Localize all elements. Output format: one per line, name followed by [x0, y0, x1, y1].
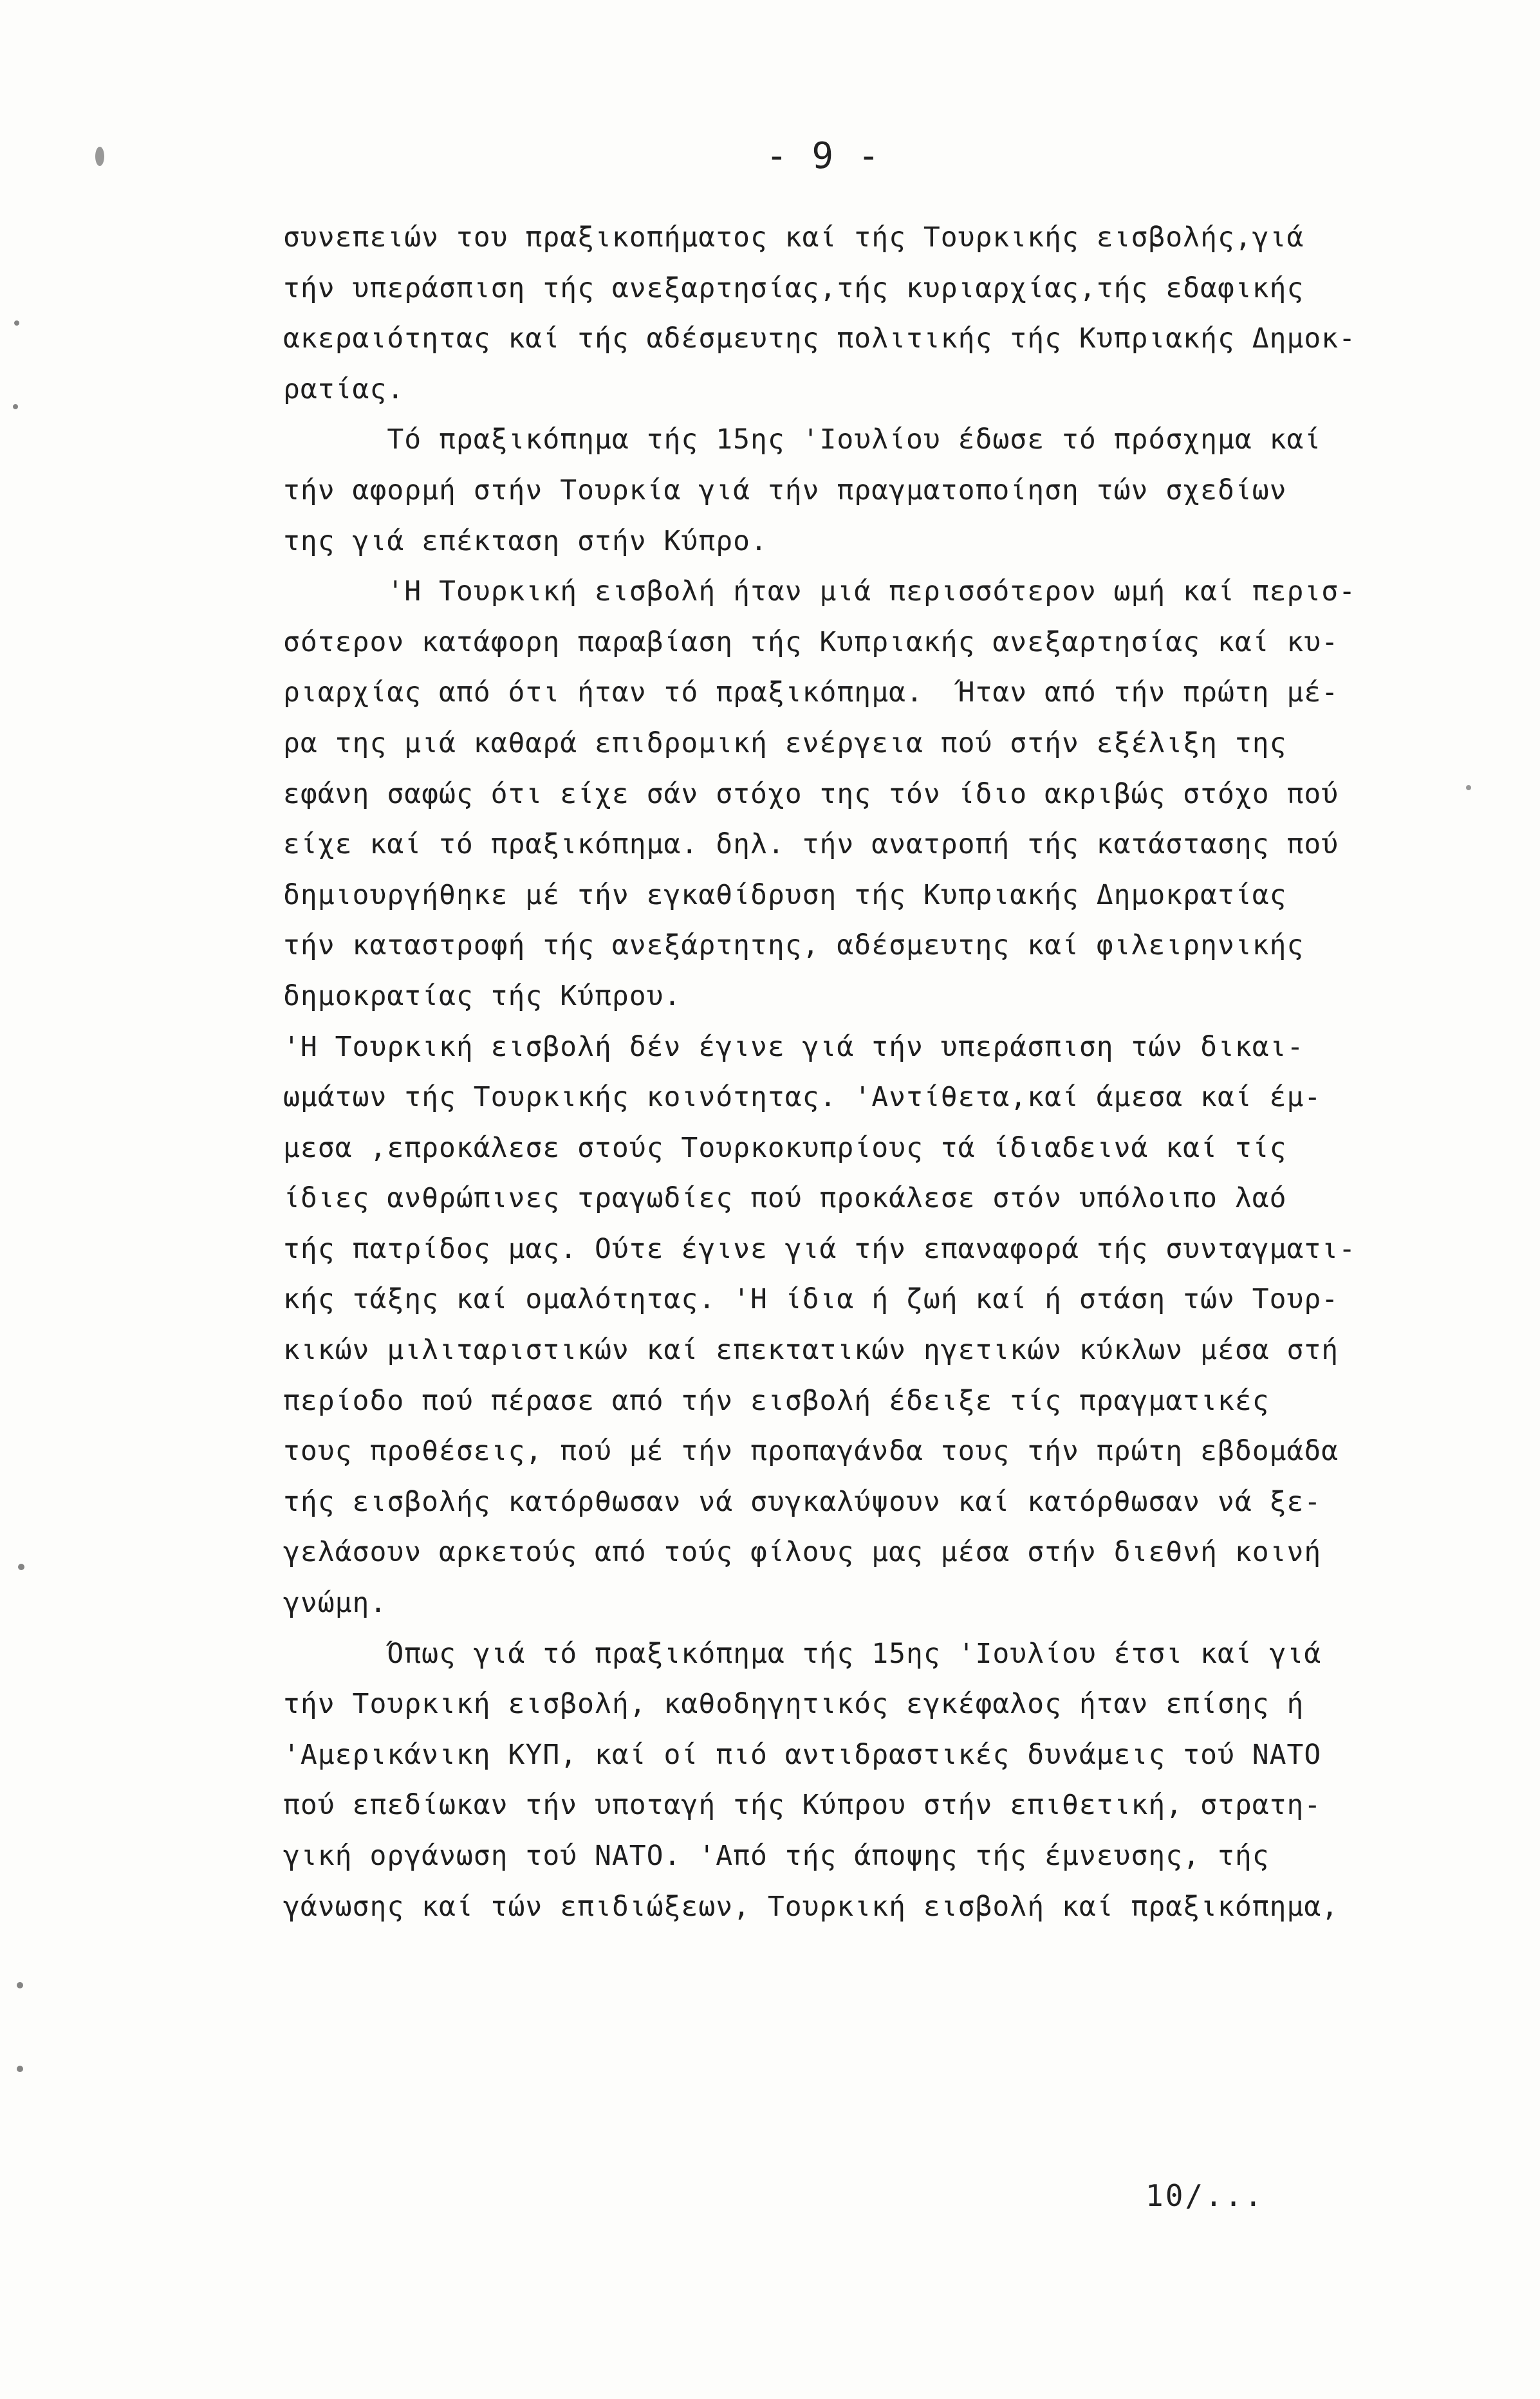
text-line: τήν αφορμή στήν Τουρκία γιά τήν πραγματοποίηση τών σχεδίων	[283, 474, 1287, 506]
text-line: σότερον κατάφορη παραβίαση τής Κυπριακής ανεξαρτησίας καί κυ-	[283, 625, 1339, 658]
text-line: δημιουργήθηκε μέ τήν εγκαθίδρυση τής Κυπριακής Δημοκρατίας	[283, 878, 1287, 911]
body-text	[283, 212, 1506, 1932]
text-line: τής πατρίδος μας. Ούτε έγινε γιά τήν επαναφορά τής συνταγματι-	[283, 1232, 1357, 1265]
scan-speck	[13, 404, 18, 409]
text-line: κικών μιλιταριστικών καί επεκτατικών ηγετικών κύκλων μέσα στή	[283, 1334, 1339, 1367]
text-line: είχε καί τό πραξικόπημα. δηλ. τήν ανατροπή τής κατάστασης πού	[283, 828, 1339, 861]
text-line: τήν υπεράσπιση τής ανεξαρτησίας,τής κυριαρχίας,τής εδαφικής	[283, 272, 1304, 304]
text-line: γνώμη.	[283, 1587, 387, 1620]
text-line: γική οργάνωση τού ΝΑΤΟ. 'Από τής άποψης τής έμνευσης, τής	[283, 1840, 1270, 1872]
text-line: κής τάξης καί ομαλότητας. 'Η ίδια ή ζωή καί ή στάση τών Τουρ-	[283, 1283, 1339, 1316]
text-line: δημοκρατίας τής Κύπρου.	[283, 979, 682, 1012]
text-line: Τό πραξικόπημα τής 15ης 'Ιουλίου έδωσε τό πρόσχημα καί	[283, 423, 1322, 456]
text-line: ακεραιότητας καί τής αδέσμευτης πολιτικής τής Κυπριακής Δημοκ-	[283, 322, 1357, 355]
text-line: ριαρχίας από ότι ήταν τό πραξικόπημα. Ήταν από τήν πρώτη μέ-	[283, 676, 1339, 709]
text-line: γελάσουν αρκετούς από τούς φίλους μας μέσα στήν διεθνή κοινή	[283, 1536, 1322, 1569]
text-line: τους προθέσεις, πού μέ τήν προπαγάνδα τους τήν πρώτη εβδομάδα	[283, 1435, 1339, 1468]
text-line: τήν καταστροφή τής ανεξάρτητης, αδέσμευτης καί φιλειρηνικής	[283, 929, 1304, 962]
page-number: - 9 -	[766, 135, 881, 177]
text-line: 'Η Τουρκική εισβολή ήταν μιά περισσότερον ωμή καί περισ-	[283, 575, 1357, 608]
text-line: Όπως γιά τό πραξικόπημα τής 15ης 'Ιουλίου έτσι καί γιά	[283, 1637, 1322, 1670]
scan-speck	[14, 320, 19, 326]
scan-speck	[1466, 785, 1471, 790]
text-line: περίοδο πού πέρασε από τήν εισβολή έδειξε τίς πραγματικές	[283, 1384, 1270, 1417]
text-line: τής εισβολής κατόρθωσαν νά συγκαλύψουν καί κατόρθωσαν νά ξε-	[283, 1485, 1322, 1518]
text-line: ρα της μιά καθαρά επιδρομική ενέργεια πού στήν εξέλιξη της	[283, 727, 1287, 759]
scan-speck	[17, 1982, 23, 1988]
scan-speck	[17, 2066, 23, 2072]
text-line: πού επεδίωκαν τήν υποταγή τής Κύπρου στήν επιθετική, στρατη-	[283, 1789, 1322, 1822]
text-line: γάνωσης καί τών επιδιώξεων, Τουρκική εισβολή καί πραξικόπημα,	[283, 1890, 1339, 1923]
text-line: της γιά επέκταση στήν Κύπρο.	[283, 524, 768, 557]
scan-speck	[18, 1564, 24, 1570]
text-line: συνεπειών του πραξικοπήματος καί τής Τουρκικής εισβολής,γιά	[283, 221, 1304, 254]
text-line: ωμάτων τής Τουρκικής κοινότητας. 'Αντίθετα,καί άμεσα καί έμ-	[283, 1081, 1322, 1114]
continuation-marker: 10/...	[1146, 2178, 1265, 2213]
text-line: μεσα ,επροκάλεσε στούς Τουρκοκυπρίους τά ίδιαδεινά καί τίς	[283, 1131, 1287, 1164]
text-line: τήν Τουρκική εισβολή, καθοδηγητικός εγκέφαλος ήταν επίσης ή	[283, 1688, 1304, 1721]
text-line: 'Η Τουρκική εισβολή δέν έγινε γιά τήν υπεράσπιση τών δικαι-	[283, 1030, 1304, 1063]
text-line: ρατίας.	[283, 373, 405, 405]
text-line: ίδιες ανθρώπινες τραγωδίες πού προκάλεσε στόν υπόλοιπο λαό	[283, 1182, 1287, 1215]
text-line: εφάνη σαφώς ότι είχε σάν στόχο της τόν ίδιο ακριβώς στόχο πού	[283, 777, 1339, 810]
text-line: 'Αμερικάνικη ΚΥΠ, καί οί πιό αντιδραστικές δυνάμεις τού ΝΑΤΟ	[283, 1738, 1322, 1771]
scan-speck	[95, 147, 104, 166]
